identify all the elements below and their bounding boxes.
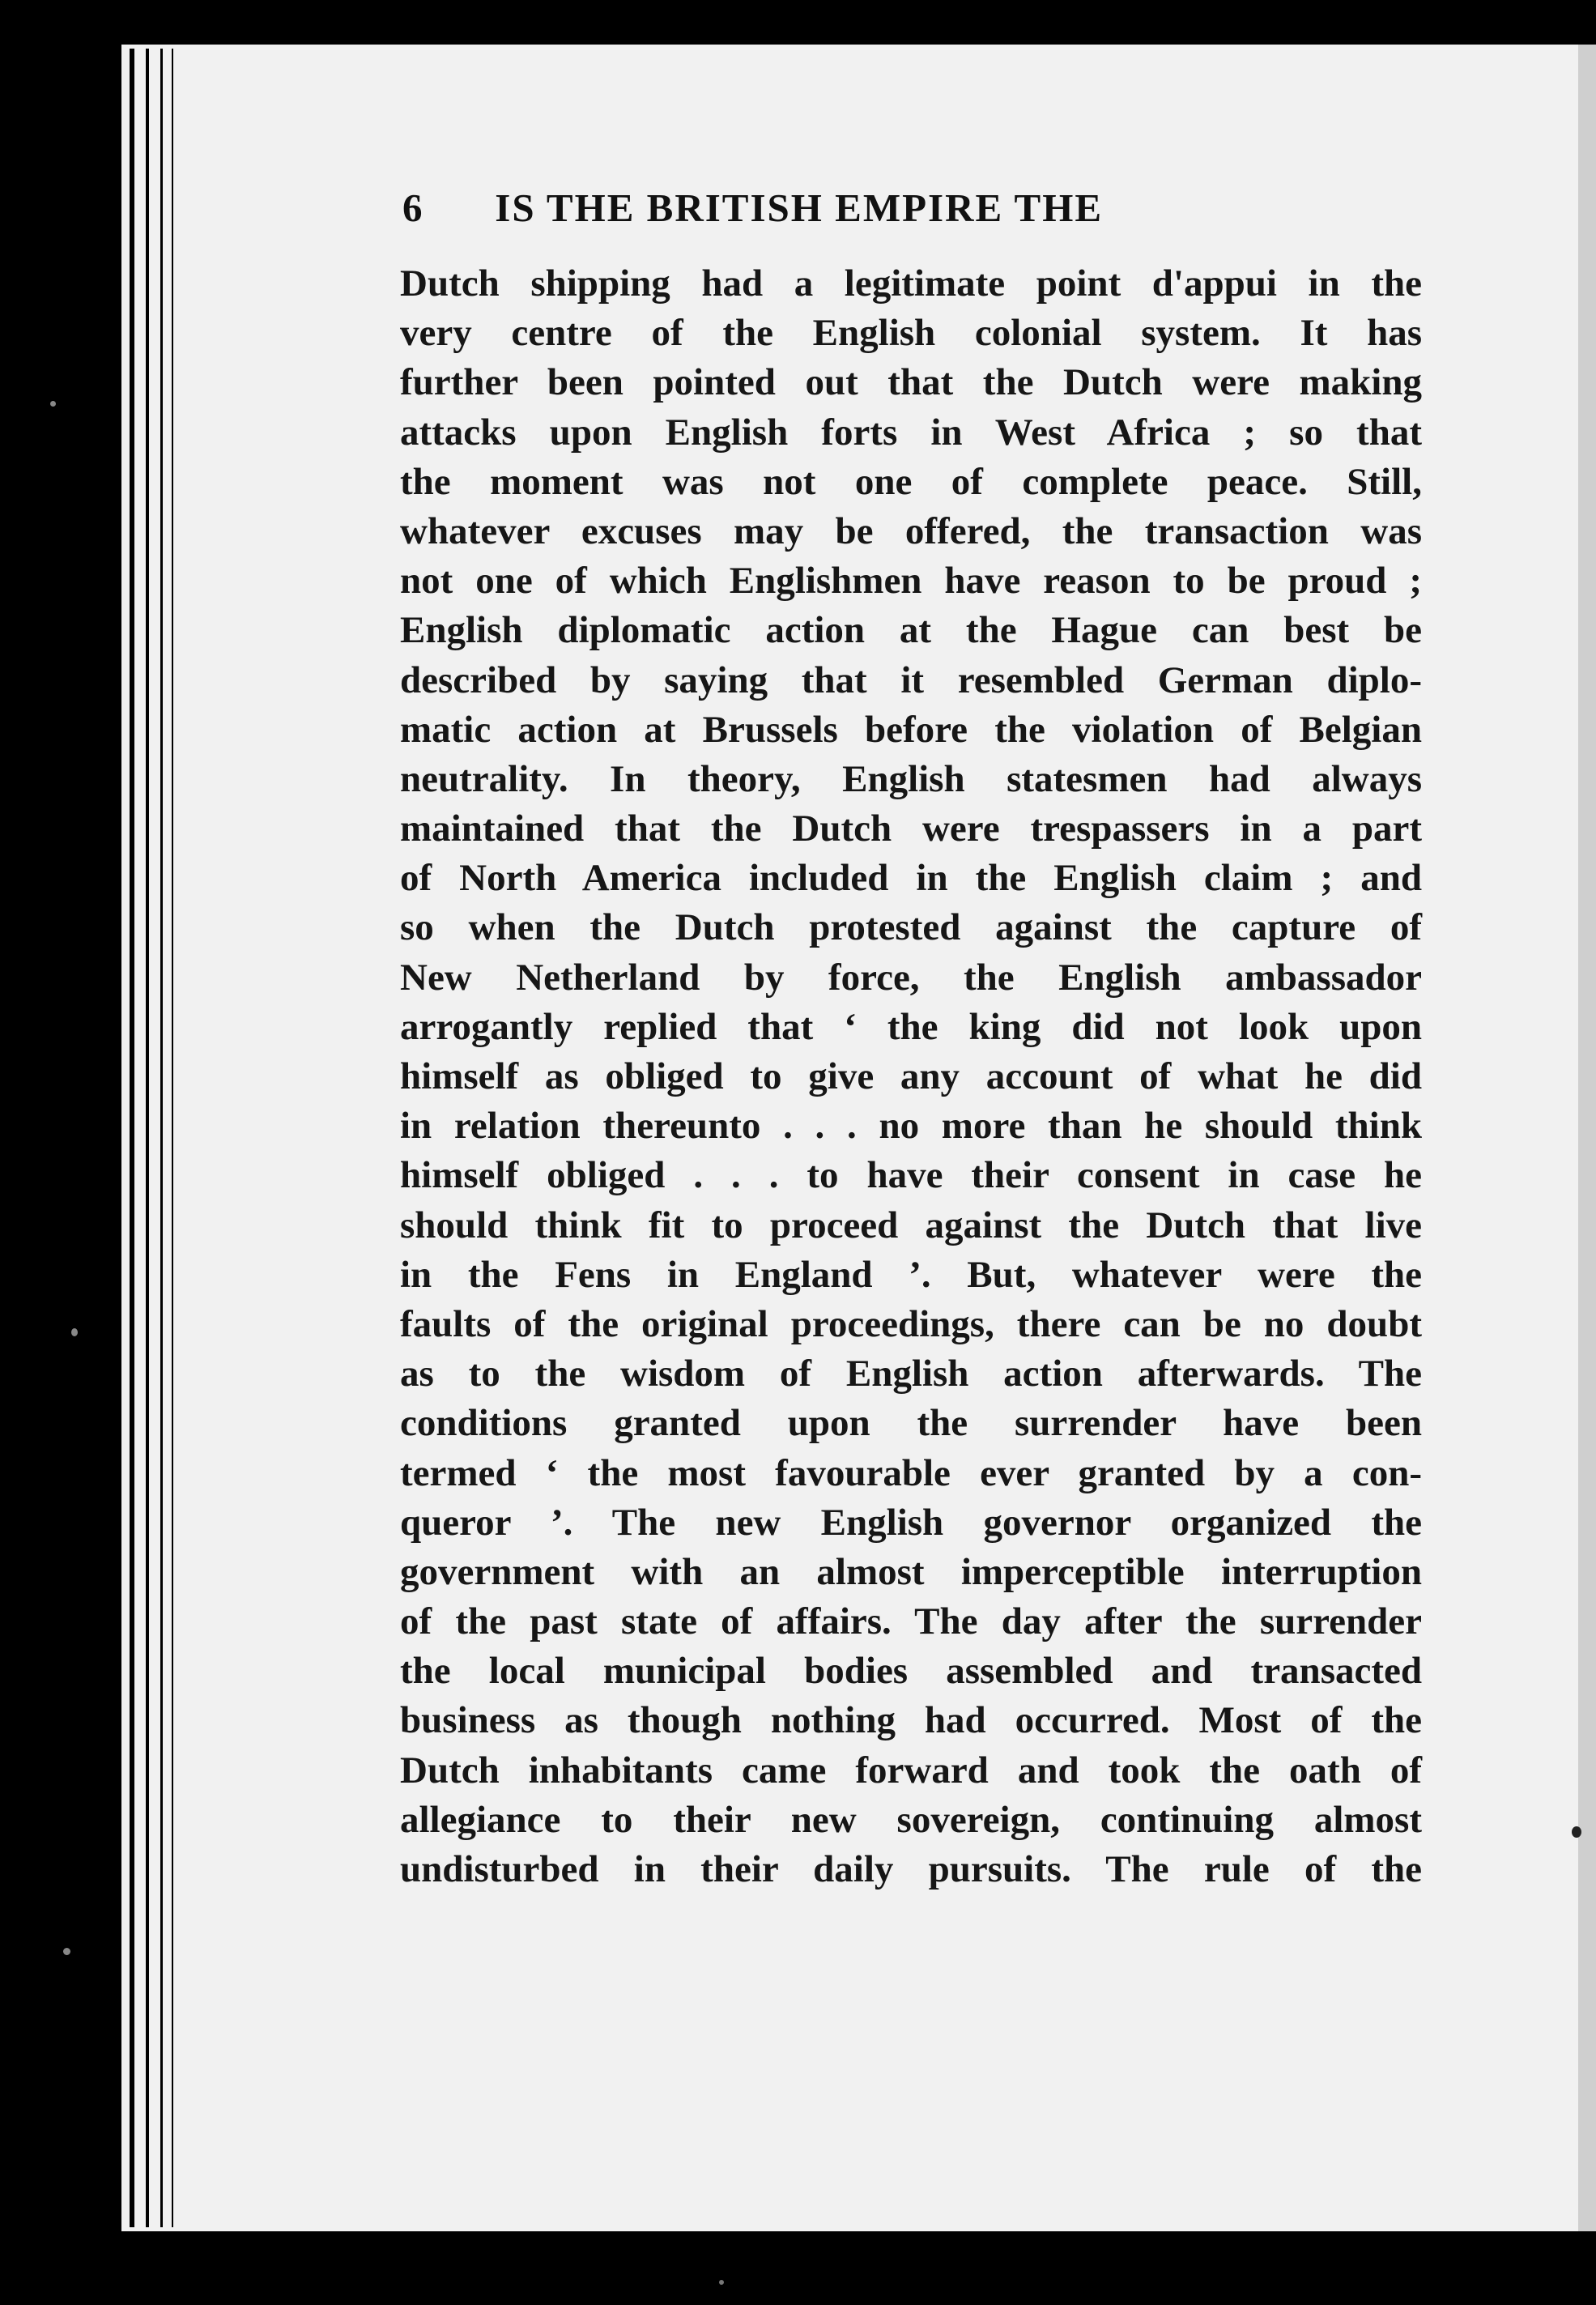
text-line: allegiance to their new sovereign, continuing almost <box>400 1798 1422 1841</box>
text-line: very centre of the English colonial system. It has <box>400 312 1422 355</box>
text-line: queror ’. The new English governor organized the <box>400 1501 1422 1544</box>
text-line: should think fit to proceed against the Dutch that live <box>400 1204 1422 1246</box>
text-line: of North America included in the English claim ; and <box>400 857 1422 900</box>
text-line: the local municipal bodies assembled and transacted <box>400 1650 1422 1693</box>
page-edge-line <box>146 49 149 2227</box>
scan-speck <box>1572 1826 1581 1838</box>
text-line: conditions granted upon the surrender have been <box>400 1402 1422 1445</box>
text-line: whatever excuses may be offered, the transaction was <box>400 509 1422 552</box>
scan-speck <box>719 2280 724 2285</box>
page-edge-line <box>160 49 163 2227</box>
text-line: as to the wisdom of English action afterwards. The <box>400 1353 1422 1395</box>
text-line: termed ‘ the most favourable ever granted by a con- <box>400 1451 1422 1494</box>
page-edge-line <box>172 49 173 2227</box>
text-line: government with an almost imperceptible interruption <box>400 1550 1422 1593</box>
text-line: faults of the original proceedings, there can be no doubt <box>400 1302 1422 1345</box>
running-title: IS THE BRITISH EMPIRE THE <box>495 185 1104 230</box>
adjacent-page-edge <box>1578 45 1596 2231</box>
page-number: 6 <box>402 185 424 230</box>
text-line: neutrality. In theory, English statesmen had always <box>400 757 1422 800</box>
scan-speck <box>63 1948 70 1955</box>
running-head <box>402 185 1431 231</box>
text-line: of the past state of affairs. The day after the surrender <box>400 1600 1422 1643</box>
text-line: Dutch shipping had a legitimate point d'appui in the <box>400 262 1422 305</box>
text-line: Dutch inhabitants came forward and took the oath of <box>400 1749 1422 1792</box>
text-line: further been pointed out that the Dutch were making <box>400 361 1422 404</box>
page-edge-line <box>130 49 134 2227</box>
text-line: in relation thereunto . . . no more than he should think <box>400 1105 1422 1148</box>
scan-speck <box>50 401 56 407</box>
text-line: matic action at Brussels before the violation of Belgian <box>400 708 1422 751</box>
text-line: in the Fens in England ’. But, whatever were the <box>400 1253 1422 1296</box>
body-text <box>400 259 1422 1894</box>
text-line: attacks upon English forts in West Africa ; so that <box>400 411 1422 454</box>
text-line: himself as obliged to give any account of what he did <box>400 1055 1422 1097</box>
text-line: undisturbed in their daily pursuits. The rule of the <box>400 1848 1422 1890</box>
text-line: business as though nothing had occurred. Most of the <box>400 1699 1422 1742</box>
scan-speck <box>71 1328 78 1336</box>
text-line: arrogantly replied that ‘ the king did not look upon <box>400 1005 1422 1048</box>
text-line: English diplomatic action at the Hague can best be <box>400 609 1422 652</box>
text-line: described by saying that it resembled German diplo- <box>400 658 1422 701</box>
text-line: himself obliged . . . to have their consent in case he <box>400 1154 1422 1197</box>
text-line: so when the Dutch protested against the capture of <box>400 906 1422 949</box>
text-line: the moment was not one of complete peace. Still, <box>400 460 1422 503</box>
text-line: New Netherland by force, the English ambassador <box>400 956 1422 999</box>
text-line: not one of which Englishmen have reason to be proud ; <box>400 560 1422 603</box>
text-line: maintained that the Dutch were trespassers in a part <box>400 807 1422 850</box>
